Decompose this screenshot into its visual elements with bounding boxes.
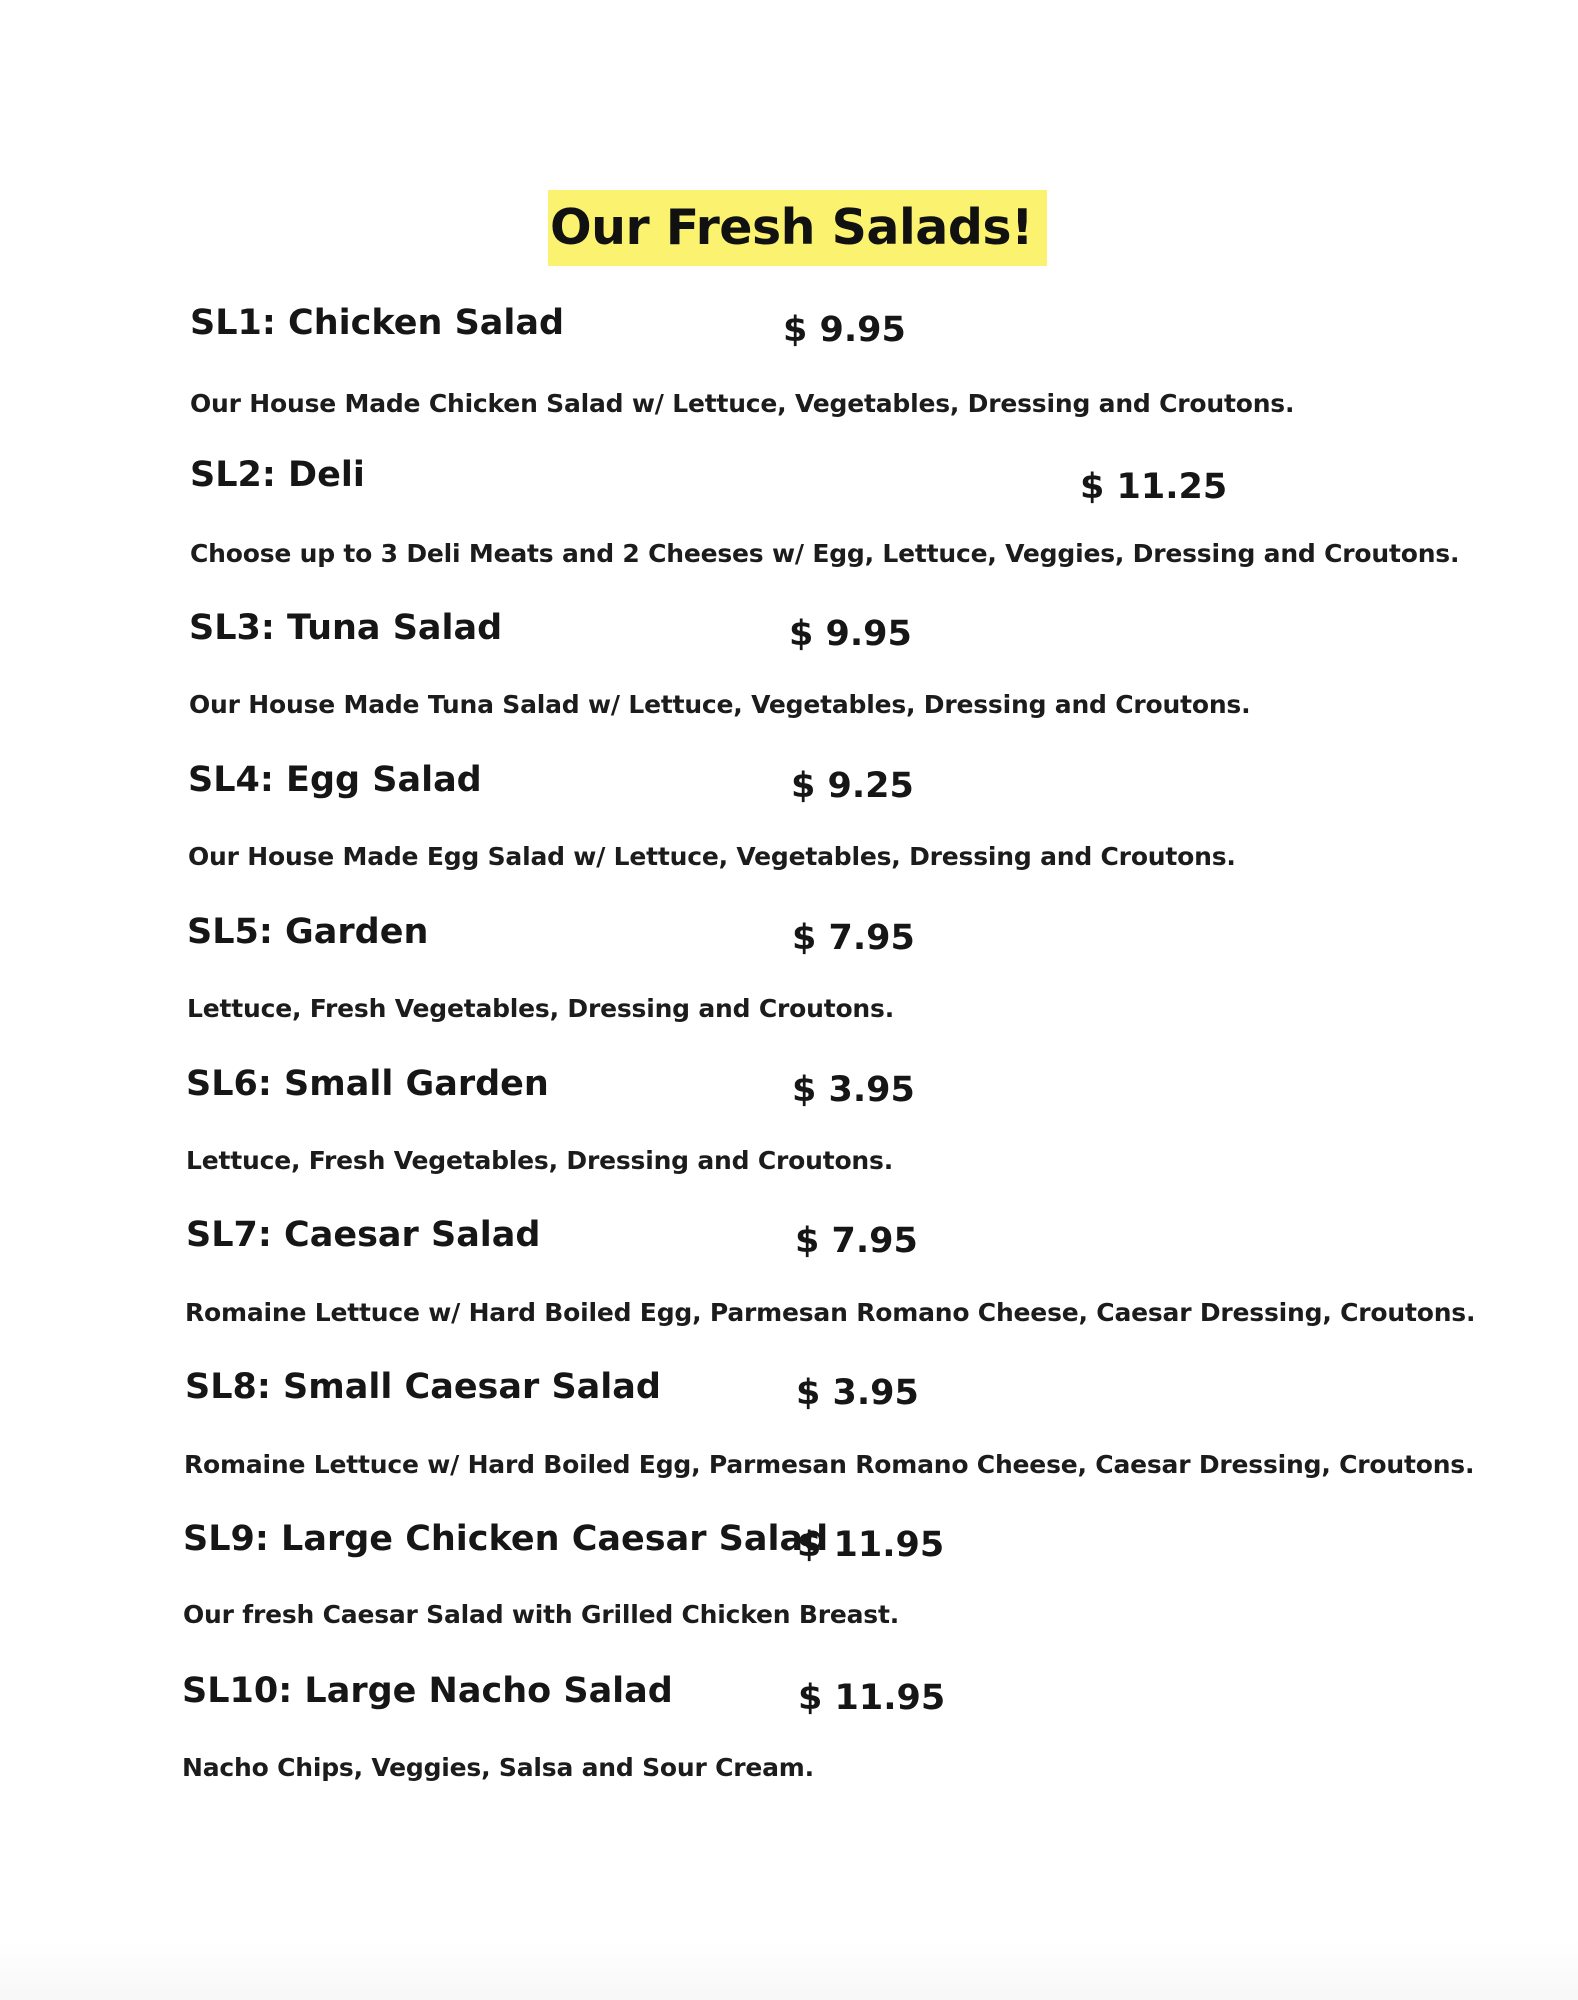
item-8-name: SL8: Small Caesar Salad (185, 1367, 661, 1407)
item-4-price: $ 9.25 (791, 766, 914, 806)
item-1-description: Our House Made Chicken Salad w/ Lettuce, Vegetables, Dressing and Croutons. (190, 389, 1295, 418)
item-4-description: Our House Made Egg Salad w/ Lettuce, Vegetables, Dressing and Croutons. (188, 842, 1236, 871)
item-10-description: Nacho Chips, Veggies, Salsa and Sour Cream. (182, 1753, 814, 1782)
item-8-description: Romaine Lettuce w/ Hard Boiled Egg, Parmesan Romano Cheese, Caesar Dressing, Croutons. (184, 1450, 1475, 1479)
item-6-name: SL6: Small Garden (186, 1064, 549, 1104)
scan-edge-shading (0, 1940, 1578, 2000)
item-1-price: $ 9.95 (783, 310, 906, 350)
item-8-price: $ 3.95 (796, 1373, 919, 1413)
item-1-name: SL1: Chicken Salad (190, 303, 565, 343)
item-9-description: Our fresh Caesar Salad with Grilled Chicken Breast. (183, 1600, 900, 1629)
item-2-name: SL2: Deli (190, 455, 365, 495)
item-2-price: $ 11.25 (1080, 467, 1228, 507)
item-10-price: $ 11.95 (798, 1678, 946, 1718)
item-2-description: Choose up to 3 Deli Meats and 2 Cheeses w/ Egg, Lettuce, Veggies, Dressing and Croutons. (190, 539, 1460, 568)
item-9-price: $ 11.95 (797, 1525, 945, 1565)
item-6-price: $ 3.95 (792, 1070, 915, 1110)
item-3-name: SL3: Tuna Salad (189, 608, 503, 648)
item-7-price: $ 7.95 (795, 1221, 918, 1261)
item-7-description: Romaine Lettuce w/ Hard Boiled Egg, Parmesan Romano Cheese, Caesar Dressing, Croutons. (185, 1298, 1476, 1327)
item-5-price: $ 7.95 (792, 918, 915, 958)
item-4-name: SL4: Egg Salad (188, 760, 482, 800)
item-6-description: Lettuce, Fresh Vegetables, Dressing and Croutons. (186, 1146, 893, 1175)
item-3-price: $ 9.95 (789, 614, 912, 654)
item-3-description: Our House Made Tuna Salad w/ Lettuce, Vegetables, Dressing and Croutons. (189, 690, 1251, 719)
item-10-name: SL10: Large Nacho Salad (182, 1671, 673, 1711)
item-9-name: SL9: Large Chicken Caesar Salad (183, 1519, 829, 1559)
item-7-name: SL7: Caesar Salad (186, 1215, 541, 1255)
item-5-name: SL5: Garden (187, 912, 429, 952)
menu-title: Our Fresh Salads! (548, 190, 1047, 266)
item-5-description: Lettuce, Fresh Vegetables, Dressing and Croutons. (187, 994, 894, 1023)
